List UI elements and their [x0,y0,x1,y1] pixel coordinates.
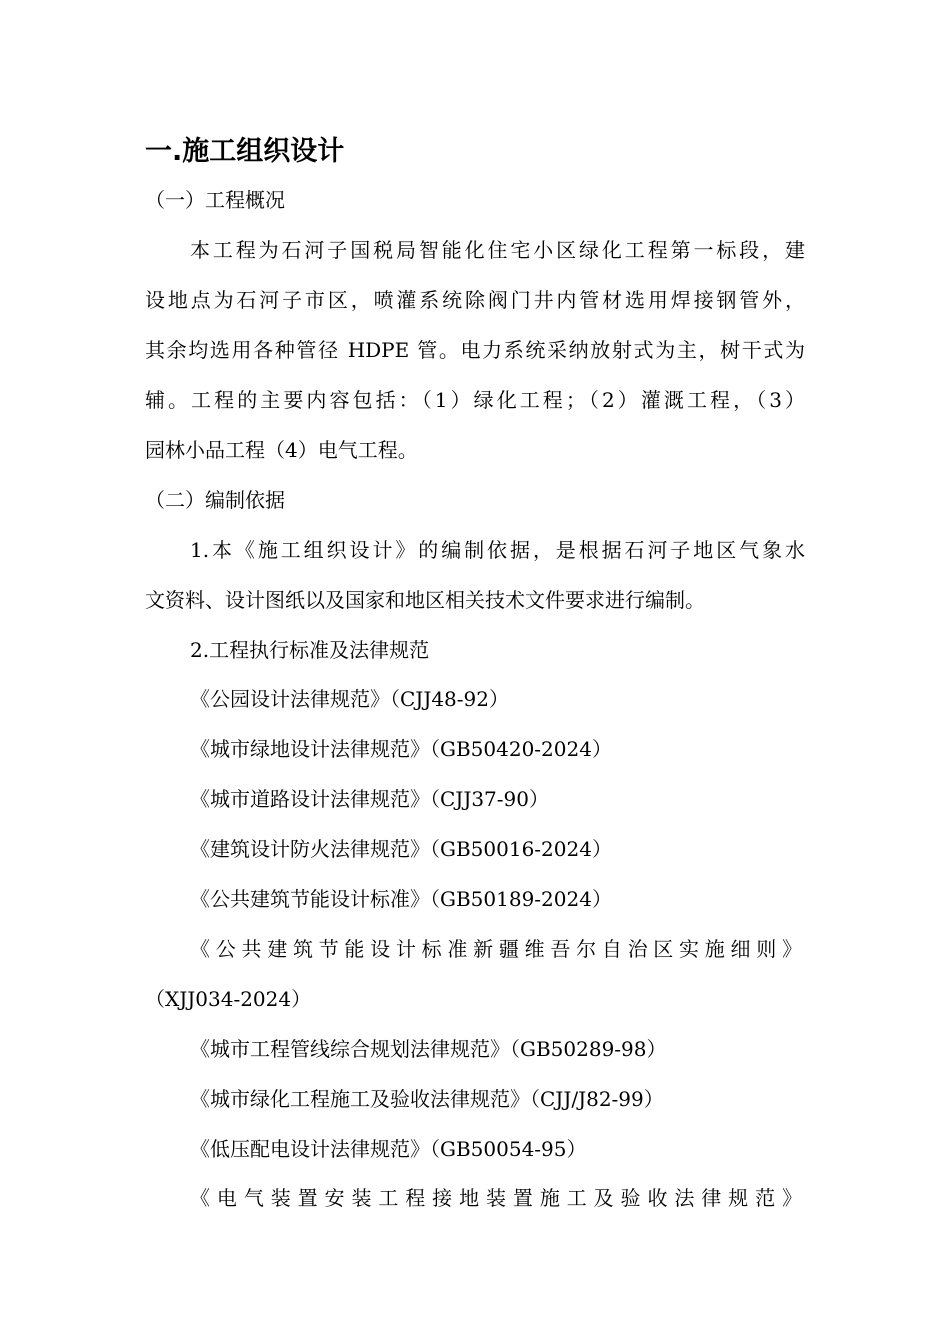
overview-line-4: 辅。工程的主要内容包括：（1）绿化工程；（2）灌溉工程，（3） [145,388,805,412]
overview-line-3: 其余均选用各种管径 HDPE 管。电力系统采纳放射式为主，树干式为 [145,338,805,362]
standard-item: 《城市绿地设计法律规范》（GB50420-2024） [190,737,612,761]
basis-line-2: 文资料、设计图纸以及国家和地区相关技术文件要求进行编制。 [145,588,705,612]
section-title-overview: （一）工程概况 [145,188,285,212]
standard-item: 《电气装置安装工程接地装置施工及验收法律规范》 [190,1186,802,1210]
standard-item: 《公共建筑节能设计标准新疆维吾尔自治区实施细则》 [190,937,802,961]
standard-item: 《公共建筑节能设计标准》（GB50189-2024） [190,887,612,911]
standard-item: 《城市绿化工程施工及验收法律规范》（CJJ/J82-99） [190,1087,664,1111]
standard-item: 《建筑设计防火法律规范》（GB50016-2024） [190,837,612,861]
overview-line-1: 本工程为石河子国税局智能化住宅小区绿化工程第一标段，建 [190,238,805,262]
section-title-basis: （二）编制依据 [145,488,285,512]
page-title: 一.施工组织设计 [145,136,345,167]
standard-item: 《城市工程管线综合规划法律规范》（GB50289-98） [190,1037,667,1061]
standards-title: 2.工程执行标准及法律规范 [190,638,430,662]
basis-line-1: 1.本《施工组织设计》的编制依据，是根据石河子地区气象水 [190,538,805,562]
standard-item: 《公园设计法律规范》（CJJ48-92） [190,687,509,711]
overview-line-2: 设地点为石河子市区，喷灌系统除阀门井内管材选用焊接钢管外， [145,288,805,312]
standard-item: 《低压配电设计法律规范》（GB50054-95） [190,1137,587,1161]
standard-item-code: （XJJ034-2024） [145,987,312,1011]
overview-line-5: 园林小品工程（4）电气工程。 [145,438,418,462]
standard-item: 《城市道路设计法律规范》（CJJ37-90） [190,787,549,811]
